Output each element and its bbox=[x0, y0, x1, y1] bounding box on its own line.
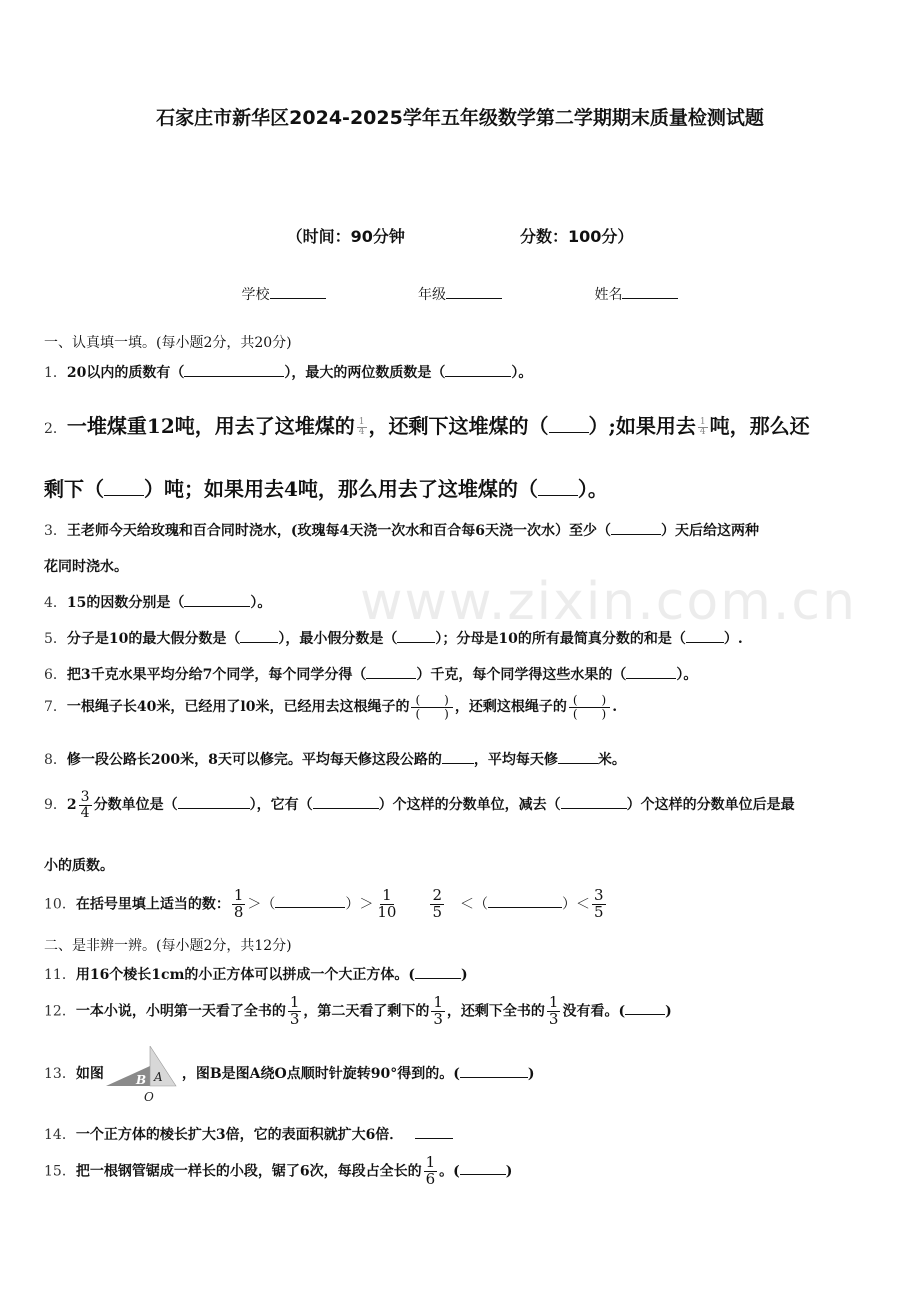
answer-blank[interactable] bbox=[184, 362, 284, 377]
rotation-figure bbox=[104, 1046, 182, 1102]
question-5: 5．分子是10的最大假分数是（ ），最小假分数是（ ）；分母是10的所有最简真分数的和是（ ）. bbox=[44, 628, 743, 648]
answer-blank[interactable] bbox=[415, 964, 461, 979]
answer-blank[interactable] bbox=[460, 1063, 528, 1078]
total-score: 分数：100分） bbox=[519, 227, 634, 246]
fraction-blank[interactable]: $\frac{( )}{( )}$ bbox=[411, 694, 452, 720]
answer-blank[interactable] bbox=[240, 628, 278, 643]
answer-blank[interactable] bbox=[415, 1124, 453, 1139]
label-o: O bbox=[143, 1090, 154, 1102]
answer-blank[interactable] bbox=[488, 893, 562, 908]
question-8: 8．修一段公路长200米，8天可以修完。平均每天修这段公路的 ，平均每天修 米。 bbox=[44, 749, 626, 769]
school-field[interactable]: 学校 bbox=[242, 284, 326, 304]
fraction: $\frac{1}{4}$ bbox=[699, 416, 706, 437]
answer-blank[interactable] bbox=[445, 362, 511, 377]
question-13: 13．如图 B A O ，图B是图A绕O点顺时针旋转90°得到的。( ) bbox=[44, 1046, 534, 1102]
question-2-cont: 剩下（ ）吨；如果用去4吨，那么用去了这堆煤的（ ）。 bbox=[44, 477, 608, 501]
answer-blank[interactable] bbox=[626, 664, 676, 679]
section-1-heading: 一、认真填一填。(每小题2分，共20分) bbox=[44, 335, 292, 351]
name-field[interactable]: 姓名 bbox=[594, 284, 678, 304]
fraction: $\frac{1}{4}$ bbox=[358, 416, 365, 437]
exam-info bbox=[0, 224, 920, 247]
answer-blank[interactable] bbox=[184, 592, 250, 607]
page-title: 石家庄市新华区2024-2025学年五年级数学第二学期期末质量检测试题 bbox=[156, 107, 764, 129]
answer-blank[interactable] bbox=[558, 749, 598, 764]
question-6: 6．把3千克水果平均分给7个同学，每个同学分得（ ）千克，每个同学得这些水果的（ ）。 bbox=[44, 664, 697, 684]
question-3-cont: 花同时浇水。 bbox=[44, 559, 128, 575]
answer-blank[interactable] bbox=[397, 628, 435, 643]
answer-blank[interactable] bbox=[549, 418, 589, 433]
mixed-number: 2 $\frac{3}{4}$ bbox=[66, 789, 90, 821]
time-limit: （时间：90分钟 bbox=[286, 227, 405, 246]
question-11: 11．用16个棱长1cm的小正方体可以拼成一个大正方体。( ) bbox=[44, 964, 468, 984]
question-3: 3．王老师今天给玫瑰和百合同时浇水，(玫瑰每4天浇一次水和百合每6天浇一次水）至少（ ）天后给这两种 bbox=[44, 520, 759, 540]
question-15: 15．把一根钢管锯成一样长的小段，锯了6次，每段占全长的 $\frac{1}{6}$ 。( ) bbox=[44, 1153, 513, 1188]
answer-blank[interactable] bbox=[366, 664, 416, 679]
student-fields bbox=[0, 284, 920, 304]
answer-blank[interactable] bbox=[442, 749, 474, 764]
watermark: www.zixin.com.cn bbox=[360, 572, 857, 632]
question-10: 10．在括号里填上适当的数： $\frac{1}{8}$ ＞（ ）＞ $\frac{1}{10}$ $\frac{2}{5}$ ＜（ ）＜ $\frac{3}{5}$ bbox=[44, 886, 604, 921]
answer-blank[interactable] bbox=[625, 1000, 665, 1015]
answer-blank[interactable] bbox=[686, 628, 724, 643]
question-4: 4．15的因数分别是（ ）。 bbox=[44, 592, 271, 612]
label-a: A bbox=[153, 1070, 163, 1084]
question-9-cont: 小的质数。 bbox=[44, 858, 114, 874]
answer-blank[interactable] bbox=[538, 481, 578, 496]
answer-blank[interactable] bbox=[611, 520, 661, 535]
question-9: 9． 2 $\frac{3}{4}$ 分数单位是（ ），它有（ ）个这样的分数单位，减去（ ）个这样的分数单位后是最 bbox=[44, 789, 795, 821]
question-12: 12．一本小说，小明第一天看了全书的 $\frac{1}{3}$ ，第二天看了剩下的 $\frac{1}{3}$ ，还剩下全书的 $\frac{1}{3}$ 没有看。( ) bbox=[44, 993, 672, 1028]
grade-field[interactable]: 年级 bbox=[418, 284, 502, 304]
question-1: 1．20以内的质数有（ ），最大的两位数质数是（ ）。 bbox=[44, 362, 532, 382]
answer-blank[interactable] bbox=[104, 481, 144, 496]
answer-blank[interactable] bbox=[275, 893, 345, 908]
answer-blank[interactable] bbox=[178, 794, 250, 809]
answer-blank[interactable] bbox=[460, 1160, 506, 1175]
label-b: B bbox=[135, 1073, 146, 1087]
answer-blank[interactable] bbox=[313, 794, 379, 809]
answer-blank[interactable] bbox=[561, 794, 627, 809]
section-2-heading: 二、是非辨一辨。(每小题2分，共12分) bbox=[44, 938, 292, 954]
fraction-blank[interactable]: $\frac{( )}{( )}$ bbox=[569, 694, 610, 720]
question-2: 2．一堆煤重12吨，用去了这堆煤的 $\frac{1}{4}$ ，还剩下这堆煤的（ ）;如果用去 $\frac{1}{4}$ 吨，那么还 bbox=[44, 414, 810, 438]
question-7: 7．一根绳子长40米，已经用了l0米，已经用去这根绳子的 $\frac{( )}{( )}$ ，还剩这根绳子的 $\frac{( )}{( )}$ . bbox=[44, 693, 618, 721]
question-14: 14．一个正方体的棱长扩大3倍，它的表面积就扩大6倍． bbox=[44, 1124, 453, 1144]
